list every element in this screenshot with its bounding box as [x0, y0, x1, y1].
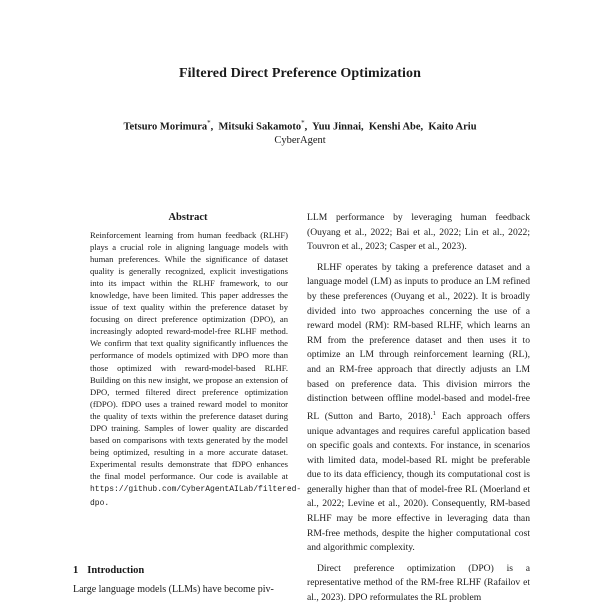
paragraph: [307, 261, 530, 556]
section-number: 1: [73, 565, 79, 576]
paragraph-text: RLHF operates by taking a preference dataset and a language model (LM) as inputs to produce an LM refined by these preferences (Ouyang et al., 2022). It is broadly divided into two approaches concerning the use of a reward model (RM): RM-based RLHF, which learns an RM from the preference dataset and then uses it to optimize an LM through reinforcement learning (RL), and an RM-free approach that directly adjusts an LM based on preference data. This division mirrors the distinction between offline model-based and model-free RL (Sutton and Barto, 2018).: [307, 261, 530, 422]
paragraph: Direct preference optimization (DPO) is a representative method of the RM-free RLHF (Rafailov et al., 2023). DPO reformulates the RL problem: [307, 562, 530, 604]
paragraph: LLM performance by leveraging human feedback (Ouyang et al., 2022; Bai et al., 2022; Lin et al., 2022; Touvron et al., 2023; Casper et al., 2023).: [307, 212, 530, 253]
paragraph-text: Each approach offers unique advantages and requires careful application based on specific goals and contexts. For instance, in scenarios with limited data, model-based RL might be preferable due to its data efficiency, though its computational cost is generally higher than that of model-free RL (Moerland et al., 2022; Levine et al., 2020). Consequently, RM-based RLHF may be more effective in leveraging data than RM-free methods, despite the higher computational cost and algorithmic complexity.: [307, 410, 530, 554]
affiliation: CyberAgent: [274, 135, 326, 146]
author-name: Kaito Ariu: [428, 121, 477, 133]
abstract-body: [90, 229, 302, 510]
section-title: Introduction: [87, 565, 145, 576]
intro-first-line: Large language models (LLMs) have become piv-: [73, 584, 274, 595]
author-mark: *: [207, 119, 211, 127]
section-heading: [73, 565, 144, 576]
author-name: Kenshi Abe: [368, 121, 421, 133]
abstract-heading: Abstract: [168, 212, 208, 223]
abstract-text: Reinforcement learning from human feedback (RLHF) plays a crucial role in aligning language models with human preferences. While the significance of dataset quality is generally recognized, explicit investigations into its impact within the RLHF framework, to our knowledge, have been limited. This paper addresses the issue of text quality within the preference dataset by focusing on direct preference optimization (DPO), an increasingly adopted reward-model-free RLHF method. We confirm that text quality significantly influences the performance of models optimized with DPO more than those optimized with reward-model-based RLHF. Building on this new insight, we propose an extension of DPO, termed filtered direct preference optimization (fDPO). fDPO uses a trained reward model to monitor the quality of texts within the preference dataset during DPO training. Samples of lower quality are discarded based on comparisons with texts generated by the model being optimized, resulting in a more accurate dataset. Experimental results demonstrate that fDPO enhances the final model performance. Our code is available at: [90, 230, 288, 481]
paper-title: Filtered Direct Preference Optimization: [179, 66, 421, 81]
code-link[interactable]: https://github.com/CyberAgentAILab/filtered-dpo.: [90, 484, 302, 509]
author-name: Mitsuki Sakamoto: [218, 121, 302, 133]
author-name: Yuu Jinnai: [312, 121, 362, 133]
right-column: [307, 211, 530, 606]
footnote-marker: 1: [432, 409, 437, 417]
author-list: Tetsuro Morimura*, Mitsuki Sakamoto*, Yuu Jinnai, Kenshi Abe, Kaito Ariu: [123, 119, 477, 133]
author-mark: *: [301, 119, 305, 127]
author-name: Tetsuro Morimura: [123, 121, 208, 133]
